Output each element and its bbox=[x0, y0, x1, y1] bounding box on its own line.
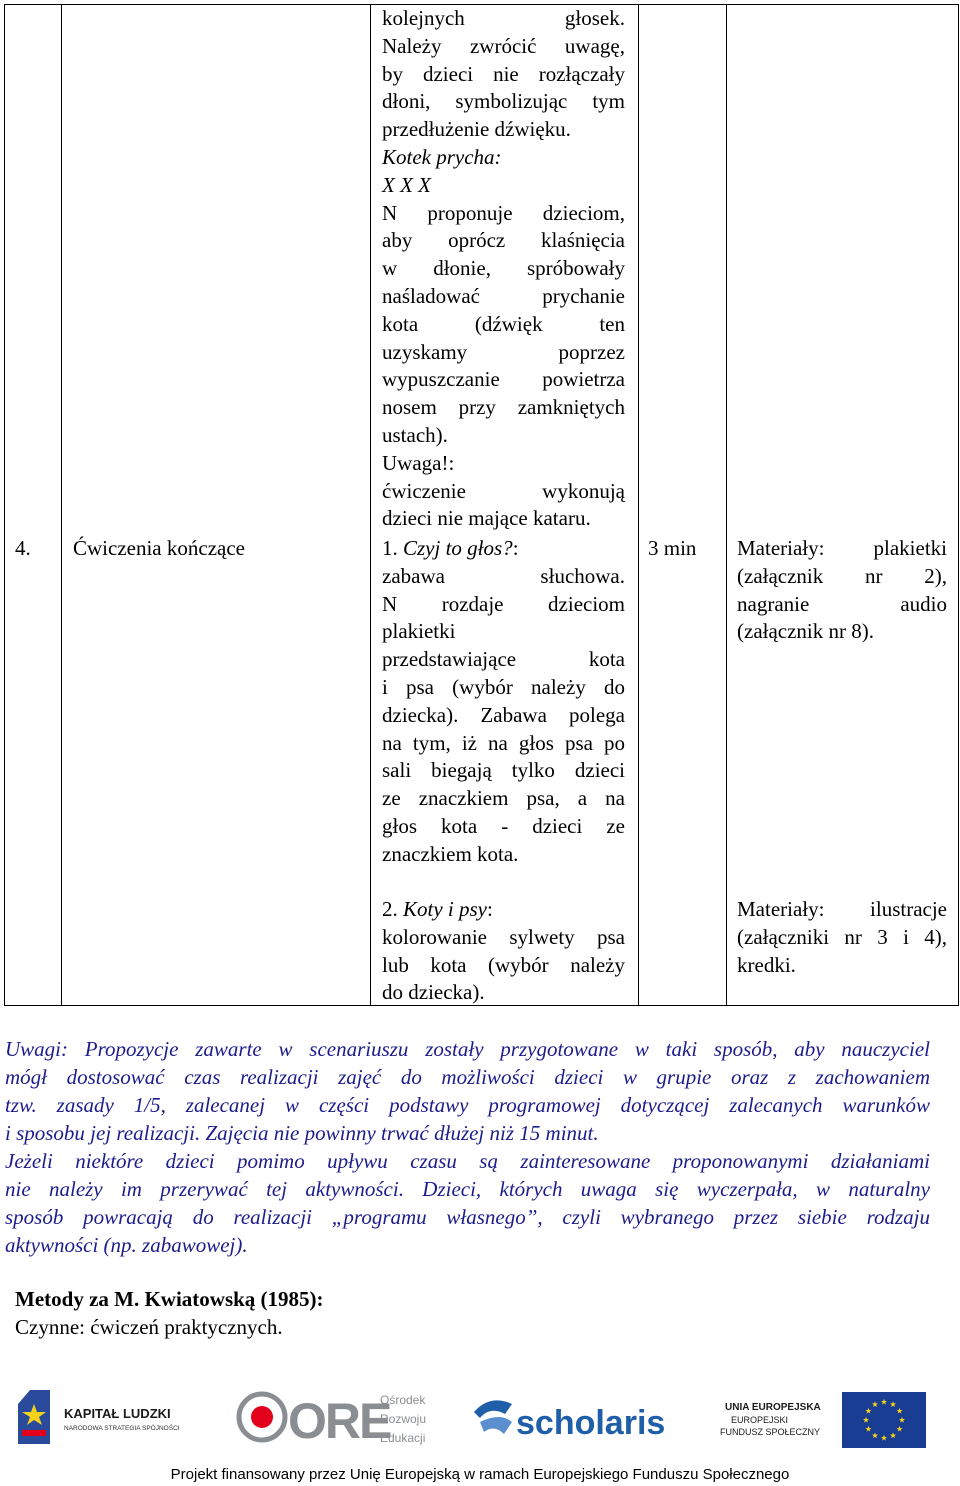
text-line: dłoni, symbolizując tym bbox=[382, 89, 625, 114]
col-divider bbox=[638, 5, 639, 1005]
notes-paragraph bbox=[5, 1035, 930, 1259]
text-line: dziecka). Zabawa polega bbox=[382, 702, 625, 727]
activity-2-colon: : bbox=[487, 897, 493, 921]
eu-logo bbox=[720, 1392, 926, 1448]
svg-text:EUROPEJSKI: EUROPEJSKI bbox=[731, 1415, 789, 1425]
activity-1-number: 1. bbox=[382, 536, 398, 560]
activity-1-description bbox=[382, 563, 625, 869]
text-line: przedłużenie dźwięku. bbox=[382, 117, 571, 142]
text-line: Kotek prycha: bbox=[382, 144, 502, 169]
sponsor-logos-svg bbox=[0, 1382, 960, 1462]
text-line: Jeżeli niektóre dzieci pomimo upływu czasu są zainteresowane proponowanymi działaniami bbox=[5, 1149, 930, 1173]
text-line: kolorowanie sylwety psa bbox=[382, 924, 625, 949]
svg-text:Rozwoju: Rozwoju bbox=[380, 1412, 427, 1426]
text-line: mógł dostosować czas realizacji zajęć do możliwości dzieci w grupie oraz z zachowaniem bbox=[5, 1065, 930, 1089]
text-line: nagranie audio bbox=[737, 591, 947, 616]
text-line: znaczkiem kota. bbox=[382, 841, 519, 866]
text-line: głos kota - dzieci ze bbox=[382, 813, 625, 838]
text-line: sali biegają tylko dzieci bbox=[382, 758, 625, 783]
text-line: w dłonie, spróbowały bbox=[382, 256, 625, 281]
text-line: Materiały: plakietki bbox=[737, 536, 947, 560]
methods-section bbox=[15, 1285, 324, 1341]
time-value: 3 min bbox=[648, 536, 697, 560]
methods-heading: Metody za M. Kwiatowską (1985): bbox=[15, 1287, 324, 1311]
text-line: do dziecka). bbox=[382, 980, 485, 1005]
text-line: plakietki bbox=[382, 619, 456, 644]
svg-text:NARODOWA STRATEGIA SPÓJNOŚCI: NARODOWA STRATEGIA SPÓJNOŚCI bbox=[64, 1425, 180, 1432]
text-line: kota (dźwięk ten bbox=[382, 311, 625, 336]
activity-1-title: Czyj to głos? bbox=[403, 536, 513, 560]
kapital-ludzki-logo bbox=[18, 1390, 180, 1444]
text-line: i sposobu jej realizacji. Zajęcia nie powinny trwać dłużej niż 15 minut. bbox=[5, 1121, 599, 1145]
text-line: aktywności (np. zabawowej). bbox=[5, 1233, 248, 1257]
svg-text:UNIA EUROPEJSKA: UNIA EUROPEJSKA bbox=[725, 1402, 821, 1413]
text-line: Uwaga!: bbox=[382, 450, 455, 475]
text-line: kolejnych głosek. bbox=[382, 6, 625, 30]
text-line: nosem przy zamkniętych bbox=[382, 395, 625, 420]
text-line: zabawa słuchowa. bbox=[382, 563, 625, 588]
text-line: (załącznik nr 2), bbox=[737, 563, 947, 588]
activity-2-title: Koty i psy bbox=[403, 897, 487, 921]
text-line: sposób powracają do realizacji „programu własnego”, czyli wybranego przez siebie rodzaju bbox=[5, 1205, 930, 1229]
col-divider bbox=[370, 5, 371, 1005]
text-line: N rozdaje dzieciom bbox=[382, 591, 625, 616]
footer-text: Projekt finansowany przez Unię Europejską w ramach Europejskiego Funduszu Społecznego bbox=[170, 1466, 790, 1483]
text-line: przedstawiające kota bbox=[382, 647, 625, 672]
text-line: tzw. zasady 1/5, zalecanej w części podstawy programowej dotyczącej zalecanych warunków bbox=[5, 1093, 930, 1117]
activity-2-number: 2. bbox=[382, 897, 398, 921]
row-number: 4. bbox=[15, 536, 31, 560]
text-line: lub kota (wybór należy bbox=[382, 952, 625, 977]
text-line: dzieci nie mające kataru. bbox=[382, 506, 591, 531]
activity-1 bbox=[382, 535, 625, 869]
text-line: by dzieci nie rozłączały bbox=[382, 61, 625, 86]
materials-1 bbox=[737, 535, 947, 646]
sponsor-logos bbox=[0, 1382, 960, 1462]
activity-1-heading bbox=[382, 535, 625, 563]
text-line: (załącznik nr 8). bbox=[737, 619, 875, 644]
text-line: naśladować prychanie bbox=[382, 283, 625, 308]
text-line: N proponuje dzieciom, bbox=[382, 200, 625, 225]
activity-1-colon: : bbox=[512, 536, 519, 560]
materials-2 bbox=[737, 896, 947, 979]
svg-text:ORE: ORE bbox=[288, 1393, 391, 1449]
svg-text:KAPITAŁ LUDZKI: KAPITAŁ LUDZKI bbox=[64, 1406, 171, 1421]
text-line: Uwagi: Propozycje zawarte w scenariuszu zostały przygotowane w taki sposób, aby nauczyciel bbox=[5, 1037, 930, 1061]
text-line: uzyskamy poprzez bbox=[382, 339, 625, 364]
text-line: wypuszczanie powietrza bbox=[382, 367, 625, 392]
text-line: kredki. bbox=[737, 952, 796, 977]
svg-text:Ośrodek: Ośrodek bbox=[380, 1393, 426, 1407]
scholaris-logo bbox=[474, 1400, 665, 1442]
activity-2 bbox=[382, 896, 625, 1007]
activity-2-description bbox=[382, 924, 625, 1007]
col-divider bbox=[61, 5, 62, 1005]
text-line: na tym, iż na głos psa po bbox=[382, 730, 625, 755]
text-line: ćwiczenie wykonują bbox=[382, 478, 625, 503]
text-line: ze znaczkiem psa, a na bbox=[382, 786, 625, 811]
text-line: aby oprócz klaśnięcia bbox=[382, 228, 625, 253]
stage-name: Ćwiczenia kończące bbox=[73, 536, 245, 560]
prev-row-method-text bbox=[382, 5, 625, 533]
text-line: i psa (wybór należy do bbox=[382, 674, 625, 699]
svg-text:scholaris: scholaris bbox=[516, 1404, 666, 1442]
methods-text: Czynne: ćwiczeń praktycznych. bbox=[15, 1315, 283, 1339]
col-divider bbox=[726, 5, 727, 1005]
text-line: Materiały: ilustracje bbox=[737, 897, 947, 921]
text-line: (załączniki nr 3 i 4), bbox=[737, 924, 947, 949]
text-line: ustach). bbox=[382, 422, 448, 447]
text-line: nie należy im przerywać tej aktywności. Dzieci, których uwaga się wyczerpała, w naturalny bbox=[5, 1177, 930, 1201]
text-line: Należy zwrócić uwagę, bbox=[382, 33, 625, 58]
svg-text:FUNDUSZ SPOŁECZNY: FUNDUSZ SPOŁECZNY bbox=[720, 1427, 821, 1437]
text-line: X X X bbox=[382, 172, 431, 197]
ore-logo bbox=[239, 1393, 426, 1449]
activity-2-heading bbox=[382, 896, 625, 924]
svg-text:Edukacji: Edukacji bbox=[380, 1431, 426, 1445]
